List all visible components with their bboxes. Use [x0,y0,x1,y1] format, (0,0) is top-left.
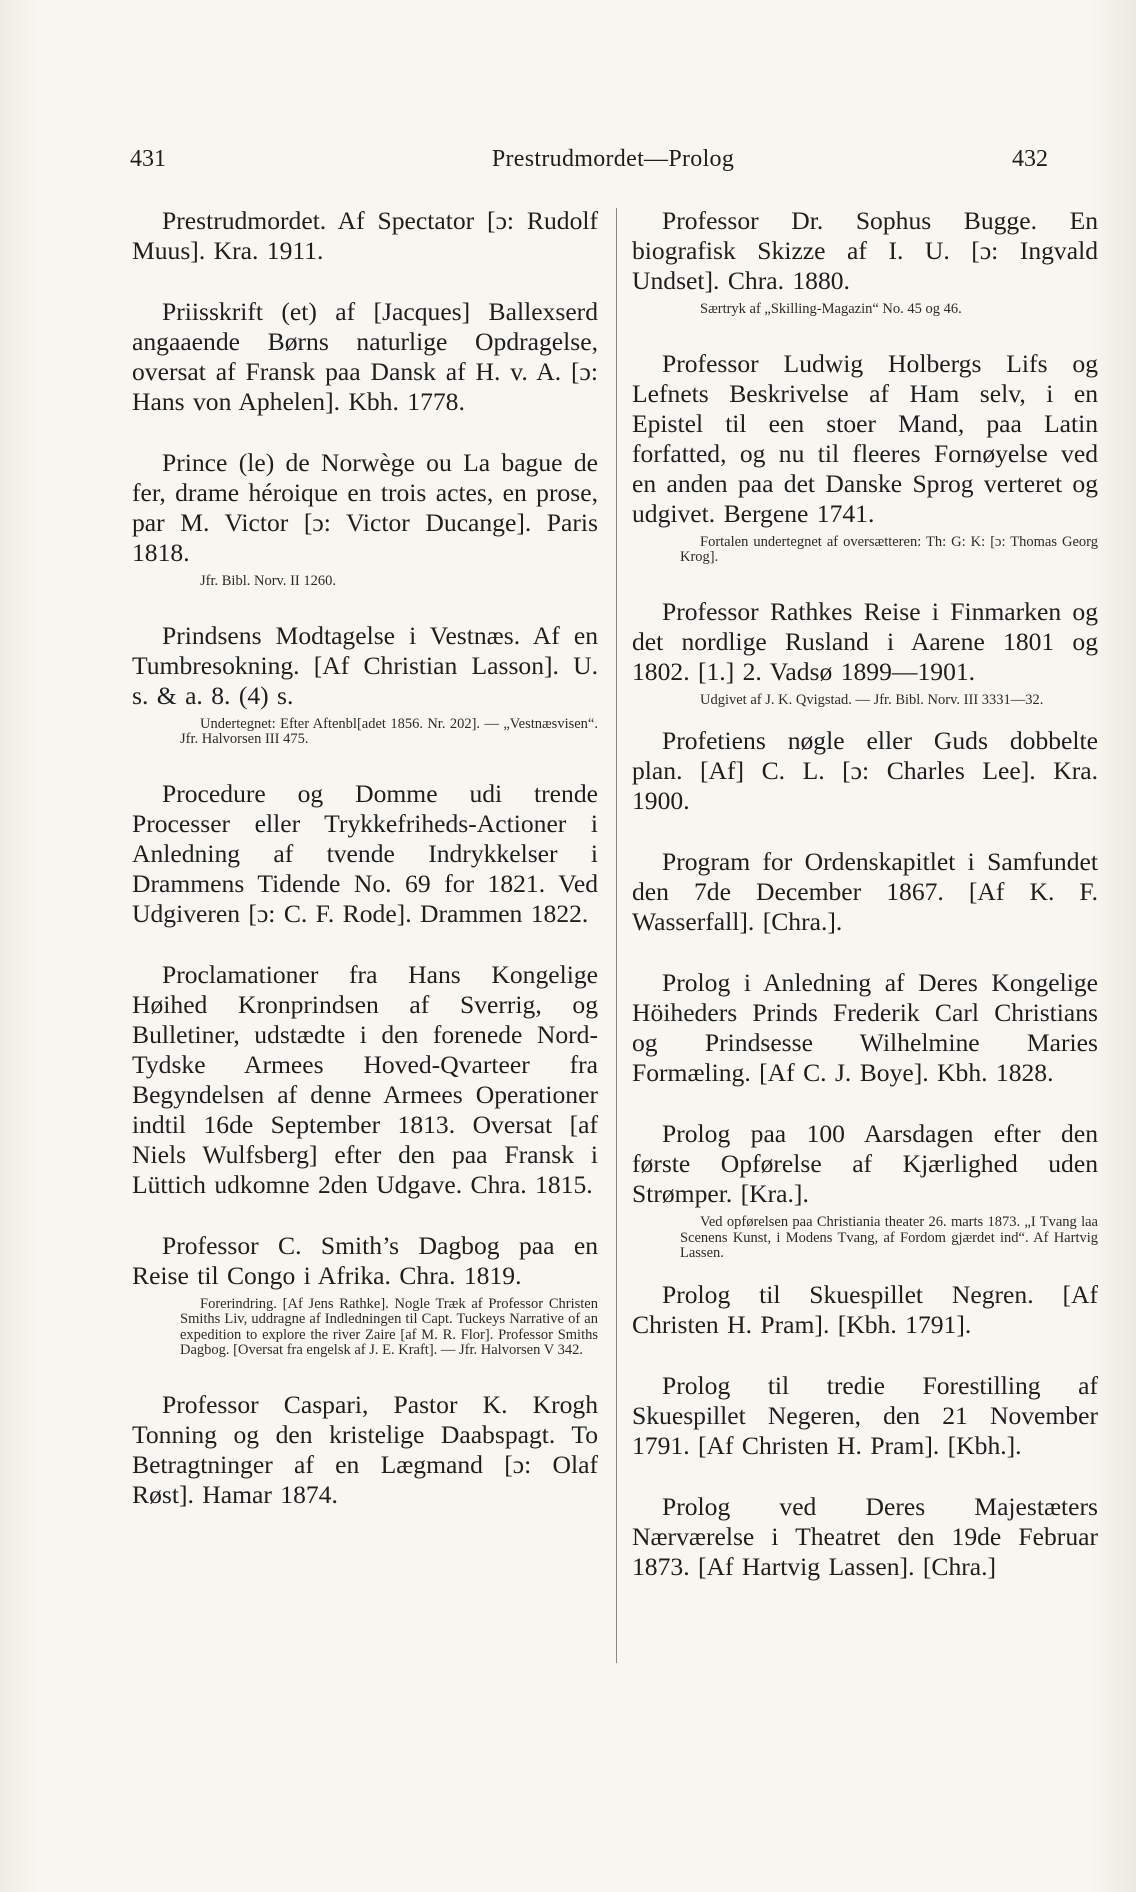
bibliography-entry [632,1119,1098,1262]
entry-text: Procedure og Domme udi trende Processer eller Trykkefriheds-Actioner i Anledning af tvende Indrykkelser i Drammens Tidende No. 69 for 1821. Ved Udgiveren [ɔ: C. F. Rode]. Drammen 1822. [132,778,598,928]
entry-text: Proclamationer fra Hans Kongelige Høihed Kronprindsen af Sverrig, og Bulletiner, udstædte i den forenede Nord-Tydske Armees Hoved-Qvarteer fra Begyndelsen af denne Armees Operationer indtil 16de September 1813. Oversat [af Niels Wulfsberg] efter den paa Fransk i Lüttich udkomne 2den Udgave. Chra. 1815. [132,959,598,1199]
column-divider [616,208,617,1663]
entry-note: Fortalen undertegnet af oversætteren: Th: G: K: [ɔ: Thomas Georg Krog]. [680,533,1098,565]
page-number-left: 431 [130,146,166,172]
bibliography-entry [132,1390,598,1510]
bibliography-entry [632,726,1098,816]
entry-text: Profetiens nøgle eller Guds dobbelte plan. [Af] C. L. [ɔ: Charles Lee]. Kra. 1900. [632,726,1098,815]
bibliography-entry [132,621,598,748]
bibliography-entry [632,1371,1098,1461]
entry-text: Priisskrift (et) af [Jacques] Ballexserd angaaende Børns naturlige Opdragelse, oversat af Fransk paa Dansk af H. v. A. [ɔ: Hans von Aphelen]. Kbh. 1778. [132,297,598,416]
entry-text: Professor C. Smith’s Dagbog paa en Reise til Congo i Afrika. Chra. 1819. [132,1230,598,1290]
entry-note: Forerindring. [Af Jens Rathke]. Nogle Træk af Professor Christen Smiths Liv, uddragne af Indledningen til Capt. Tuckeys Narrative of an expedition to explore the river Zaire [af M. R. Flor]. Professor Smiths Dagbog. [Oversat fra engelsk af J. E. Kraft]. — Jfr. Halvorsen V 342. [180,1295,598,1358]
bibliography-entry [632,1280,1098,1340]
right-column [632,206,1098,1582]
left-column [132,206,598,1510]
entry-text: Professor Caspari, Pastor K. Krogh Tonning og den kristelige Daabspagt. To Betragtninger af en Lægmand [ɔ: Olaf Røst]. Hamar 1874. [132,1389,598,1509]
entry-text: Professor Rathkes Reise i Finmarken og det nordlige Rusland i Aarene 1801 og 1802. [1.] 2. Vadsø 1899—1901. [632,596,1098,686]
entry-text: Prince (le) de Norwège ou La bague de fer, drame héroique en trois actes, en prose, par M. Victor [ɔ: Victor Ducange]. Paris 1818. [132,448,598,567]
bibliography-entry [632,206,1098,318]
entry-note: Undertegnet: Efter Aftenbl[adet 1856. Nr. 202]. — „Vestnæsvisen“. Jfr. Halvorsen III 475. [180,715,598,747]
bibliography-entry [632,968,1098,1088]
entry-note: Jfr. Bibl. Norv. II 1260. [200,573,336,589]
bibliography-entry [632,1492,1098,1582]
bibliography-entry [632,597,1098,709]
entry-text: Prindsens Modtagelse i Vestnæs. Af en Tumbresokning. [Af Christian Lasson]. U. s. & a. 8. (4) s. [132,620,598,710]
entry-note: Ved opførelsen paa Christiania theater 26. marts 1873. „I Tvang laa Scenens Kunst, i Modens Tvang, af Fordom gjærdet ind“. Af Hartvig Lassen. [680,1214,1098,1261]
bibliography-entry [132,960,598,1200]
bibliography-entry [632,349,1098,566]
bibliography-entry [132,1231,598,1359]
bibliography-entry [132,448,598,590]
page-number-right: 432 [1012,146,1048,172]
bibliography-entry [632,847,1098,937]
bibliography-entry [132,779,598,929]
entry-note: Særtryk af „Skilling-Magazin“ No. 45 og 46. [700,301,962,317]
running-title: Prestrudmordet—Prolog [491,146,735,172]
entry-note: Udgivet af J. K. Qvigstad. — Jfr. Bibl. Norv. III 3331—32. [700,691,1044,708]
entry-text: Prestrudmordet. Af Spectator [ɔ: Rudolf Muus]. Kra. 1911. [132,206,598,265]
entry-text: Prolog paa 100 Aarsdagen efter den første Opførelse af Kjærlighed uden Strømper. [Kra.]. [632,1119,1098,1208]
entry-text: Professor Dr. Sophus Bugge. En biografisk Skizze af I. U. [ɔ: Ingvald Undset]. Chra. 1880. [632,206,1098,295]
entry-text: Prolog ved Deres Majestæters Nærværelse i Theatret den 19de Februar 1873. [Af Hartvig Lassen]. [Chra.] [632,1491,1098,1581]
entry-text: Prolog til Skuespillet Negren. [Af Christen H. Pram]. [Kbh. 1791]. [632,1279,1098,1339]
bibliography-entry [132,297,598,417]
entry-text: Prolog til tredie Forestilling af Skuespillet Negeren, den 21 November 1791. [Af Christen H. Pram]. [Kbh.]. [632,1370,1098,1460]
entry-text: Prolog i Anledning af Deres Kongelige Höiheders Prinds Frederik Carl Christians og Prindsesse Wilhelmine Maries Formæling. [Af C. J. Boye]. Kbh. 1828. [632,968,1098,1087]
entry-text: Professor Ludwig Holbergs Lifs og Lefnets Beskrivelse af Ham selv, i en Epistel til een stoer Mand, paa Latin forfatted, og nu til fleeres Fornøyelse ved en anden paa det Danske Sprog verteret og udgivet. Bergene 1741. [632,348,1098,528]
entry-text: Program for Ordenskapitlet i Samfundet den 7de December 1867. [Af K. F. Wasserfall]. [Chra.]. [632,847,1098,936]
bibliography-entry [132,206,598,266]
